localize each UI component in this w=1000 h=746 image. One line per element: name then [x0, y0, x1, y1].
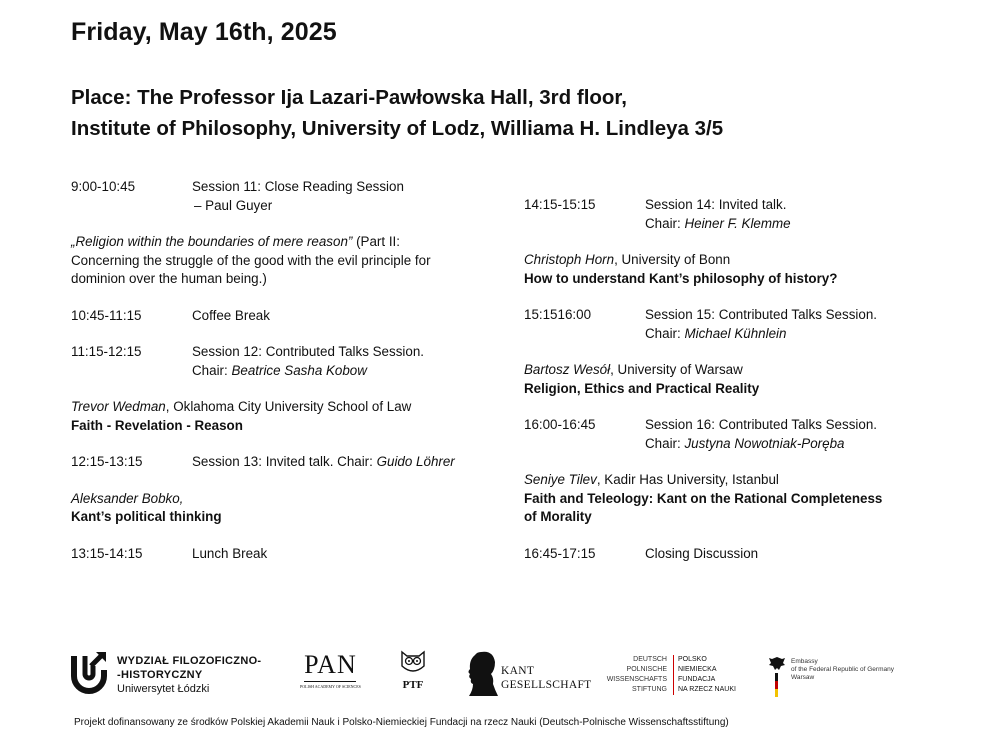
pnfn-line-3: FUNDACJA [678, 676, 716, 683]
german-embassy-logo-text [791, 658, 894, 682]
dpws-line-2: POLNISCHE [626, 666, 667, 673]
dpws-line-3: WISSENSCHAFTS [606, 676, 667, 683]
speaker-affiliation: , Oklahoma City University School of Law [165, 399, 412, 414]
session-description [645, 306, 904, 343]
page-date-heading: Friday, May 16th, 2025 [71, 18, 337, 46]
dpws-logo-text [605, 655, 667, 695]
kant-logo-line-1: KANT [501, 665, 535, 677]
kant-logo-line-2: GESELLSCHAFT [501, 679, 592, 691]
topic-line-2: Concerning the struggle of the good with the evil principle for [71, 252, 431, 268]
chair-name: Michael Kühnlein [684, 325, 787, 341]
speaker-name: Aleksander Bobko, [71, 490, 184, 506]
session-14-row [524, 196, 904, 233]
closing-label: Closing Discussion [645, 545, 759, 561]
topic-title: „Religion within the boundaries of mere reason” [71, 234, 353, 249]
schedule-left-column [71, 178, 481, 563]
ptf-logo [396, 650, 430, 691]
session-title: Session 14: Invited talk. [645, 197, 787, 212]
session-time: 16:45-17:15 [524, 545, 596, 561]
session-time: 10:45-11:15 [71, 307, 142, 323]
speaker-affiliation: , Kadir Has University, Istanbul [596, 472, 779, 487]
session-15-talk [524, 361, 904, 398]
session-15-row [524, 306, 904, 343]
chair-name: Beatrice Sasha Kobow [231, 362, 367, 378]
pan-logo-text: PAN [304, 650, 357, 679]
chair-prefix: Chair: [645, 215, 685, 231]
session-time: 16:00-16:45 [524, 417, 596, 432]
talk-title: Faith - Revelation - Reason [71, 417, 243, 433]
university-lodz-logo-text [117, 654, 261, 696]
talk-title-line-2: of Morality [524, 509, 592, 524]
closing-row [524, 545, 904, 564]
session-time: 15:1516:00 [524, 307, 592, 322]
session-12-row [71, 343, 481, 380]
session-description [192, 178, 481, 215]
session-11-row [71, 178, 481, 215]
chair-name: Justyna Nowotniak-Poręba [684, 435, 845, 451]
chair-name: Heiner F. Klemme [684, 215, 791, 231]
funding-footer: Projekt dofinansowany ze środków Polskiej Akademii Nauk i Polsko-Niemieckiej Fundacji na rzecz Nauki (Deutsch-Polnische Wissenschaftsstiftung) [74, 717, 729, 728]
session-speaker: – Paul Guyer [194, 197, 273, 213]
german-eagle-flag-icon [768, 656, 786, 698]
session-title: Session 12: Contributed Talks Session. [192, 344, 424, 359]
session-14-talk [524, 251, 904, 288]
session-13-row [71, 453, 481, 472]
session-description [192, 453, 481, 472]
session-title: Session 16: Contributed Talks Session. [645, 417, 877, 432]
session-chair [645, 215, 904, 234]
chair-prefix: Chair: [645, 435, 685, 451]
pnfn-logo-text [678, 655, 736, 695]
place-line-2: Institute of Philosophy, University of Lodz, Williama H. Lindleya 3/5 [71, 117, 724, 140]
session-13-talk [71, 490, 481, 527]
owl-icon [399, 650, 427, 676]
talk-title: Religion, Ethics and Practical Reality [524, 380, 760, 396]
session-time: 9:00-10:45 [71, 179, 136, 194]
session-11-topic [71, 233, 481, 289]
university-name: Uniwersytet Łódzki [117, 683, 210, 695]
chair-name: Guido Löhrer [376, 454, 455, 469]
session-description [645, 416, 904, 453]
place-line-1: Place: The Professor Ija Lazari-Pawłowska Hall, 3rd floor, [71, 86, 627, 109]
dpws-line-1: DEUTSCH [633, 656, 667, 663]
dpws-line-4: STIFTUNG [632, 686, 667, 693]
session-chair [645, 435, 904, 454]
coffee-break-row [71, 307, 481, 326]
lunch-break-row [71, 545, 481, 564]
topic-part: (Part II: [352, 234, 400, 249]
speaker-affiliation: , University of Bonn [614, 252, 731, 267]
session-time: 13:15-14:15 [71, 545, 143, 561]
session-time: 11:15-12:15 [71, 344, 142, 359]
university-lodz-logo-icon [71, 652, 107, 694]
speaker-name: Trevor Wedman [71, 399, 166, 414]
pnfn-line-2: NIEMIECKA [678, 666, 717, 673]
foundation-logo-divider [673, 655, 674, 695]
session-title: Session 15: Contributed Talks Session. [645, 307, 877, 322]
talk-title-line-1: Faith and Teleology: Kant on the Rational Completeness [524, 490, 883, 506]
session-title: Session 13: Invited talk. Chair: [192, 454, 377, 469]
place-heading [71, 82, 723, 144]
faculty-name-line-1: WYDZIAŁ FILOZOFICZNO- [117, 655, 262, 667]
session-time: 12:15-13:15 [71, 454, 143, 469]
session-16-row [524, 416, 904, 453]
chair-prefix: Chair: [192, 362, 232, 378]
faculty-name-line-2: -HISTORYCZNY [117, 669, 203, 681]
talk-title: Kant’s political thinking [71, 509, 222, 524]
embassy-line-1: Embassy [791, 658, 818, 665]
session-12-talk [71, 398, 481, 435]
session-description [192, 343, 481, 380]
session-chair [192, 362, 481, 381]
schedule-right-column [524, 196, 904, 563]
embassy-line-2: of the Federal Republic of Germany [791, 666, 894, 673]
speaker-name: Seniye Tilev [524, 472, 597, 487]
pnfn-line-1: POLSKO [678, 656, 707, 663]
session-time: 14:15-15:15 [524, 197, 596, 212]
pan-logo-subtitle: POLISH ACADEMY OF SCIENCES [300, 684, 361, 689]
break-label: Lunch Break [192, 545, 268, 561]
embassy-line-3: Warsaw [791, 674, 815, 681]
session-title: Session 11: Close Reading Session [192, 179, 404, 194]
pnfn-line-4: NA RZECZ NAUKI [678, 686, 736, 693]
talk-title: How to understand Kant’s philosophy of history? [524, 270, 838, 286]
topic-line-3: dominion over the human being.) [71, 271, 267, 286]
chair-prefix: Chair: [645, 325, 685, 341]
kant-gesellschaft-logo-text [501, 664, 592, 692]
break-label: Coffee Break [192, 307, 270, 323]
speaker-affiliation: , University of Warsaw [610, 362, 743, 377]
ptf-logo-text: PTF [402, 679, 424, 691]
speaker-name: Christoph Horn [524, 252, 615, 267]
pan-logo [300, 650, 361, 689]
session-description [645, 196, 904, 233]
speaker-name: Bartosz Wesół [524, 362, 611, 377]
session-16-talk [524, 471, 904, 527]
session-chair [645, 325, 904, 344]
kant-silhouette-icon [467, 650, 499, 696]
